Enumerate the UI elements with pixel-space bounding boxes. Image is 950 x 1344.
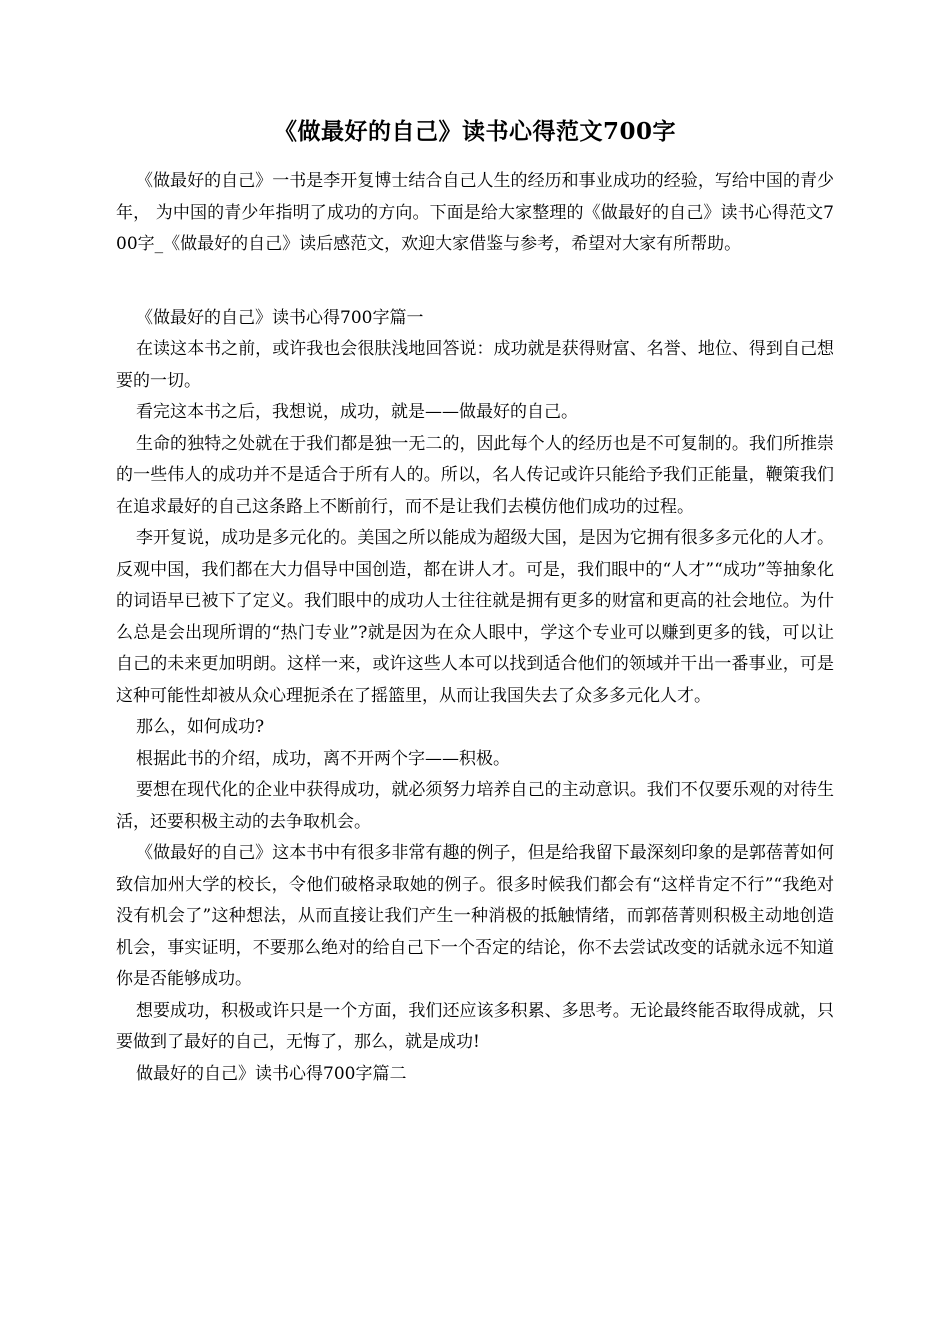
body-paragraph: 想要成功，积极或许只是一个方面，我们还应该多积累、多思考。无论最终能否取得成就，只要做到了最好的自己，无悔了，那么，就是成功! bbox=[116, 1000, 834, 1052]
document-title: 《做最好的自己》读书心得范文700字 bbox=[273, 118, 676, 145]
body-paragraph: 看完这本书之后，我想说，成功，就是——做最好的自己。 bbox=[136, 402, 578, 422]
body-paragraph: 要想在现代化的企业中获得成功，就必须努力培养自己的主动意识。我们不仅要乐观的对待生活，还要积极主动的去争取机会。 bbox=[116, 780, 834, 832]
body-paragraph: 那么，如何成功? bbox=[136, 717, 265, 737]
section-heading-2: 做最好的自己》读书心得700字篇二 bbox=[136, 1063, 407, 1084]
body-paragraph: 在读这本书之前，或许我也会很肤浅地回答说：成功就是获得财富、名誉、地位、得到自己想要的一切。 bbox=[116, 339, 834, 391]
body-paragraph: 根据此书的介绍，成功，离不开两个字——积极。 bbox=[136, 748, 510, 769]
body-paragraph: 《做最好的自己》这本书中有很多非常有趣的例子，但是给我留下最深刻印象的是郭蓓菁如何致信加州大学的校长，令他们破格录取她的例子。很多时候我们都会有“这样肯定不行”“我绝对没有机会了”这种想法，从而直接让我们产生一种消极的抵触情绪，而郭蓓菁则积极主动地创造机会，事实证明，不要那么绝对的给自己下一个否定的结论，你不去尝试改变的话就永远不知道你是否能够成功。 bbox=[116, 843, 834, 989]
section-heading-1: 《做最好的自己》读书心得700字篇一 bbox=[136, 307, 424, 328]
document-body bbox=[116, 166, 834, 1090]
intro-paragraph: 《做最好的自己》一书是李开复博士结合自己人生的经历和事业成功的经验，写给中国的青少年， 为中国的青少年指明了成功的方向。下面是给大家整理的《做最好的自己》读书心得范文700字_《做最好的自己》读后感范文，欢迎大家借鉴与参考，希望对大家有所帮助。 bbox=[116, 171, 834, 254]
body-paragraph: 李开复说，成功是多元化的。美国之所以能成为超级大国，是因为它拥有很多多元化的人才。反观中国，我们都在大力倡导中国创造，都在讲人才。可是，我们眼中的“人才”“成功”等抽象化的词语早已被下了定义。我们眼中的成功人士往往就是拥有更多的财富和更高的社会地位。为什么总是会出现所谓的“热门专业”?就是因为在众人眼中，学这个专业可以赚到更多的钱，可以让自己的未来更加明朗。这样一来，或许这些人本可以找到适合他们的领域并干出一番事业，可是这种可能性却被从众心理扼杀在了摇篮里，从而让我国失去了众多多元化人才。 bbox=[116, 528, 834, 706]
body-paragraph: 生命的独特之处就在于我们都是独一无二的，因此每个人的经历也是不可复制的。我们所推崇的一些伟人的成功并不是适合于所有人的。所以，名人传记或许只能给予我们正能量，鞭策我们在追求最好的自己这条路上不断前行，而不是让我们去模仿他们成功的过程。 bbox=[116, 433, 834, 517]
